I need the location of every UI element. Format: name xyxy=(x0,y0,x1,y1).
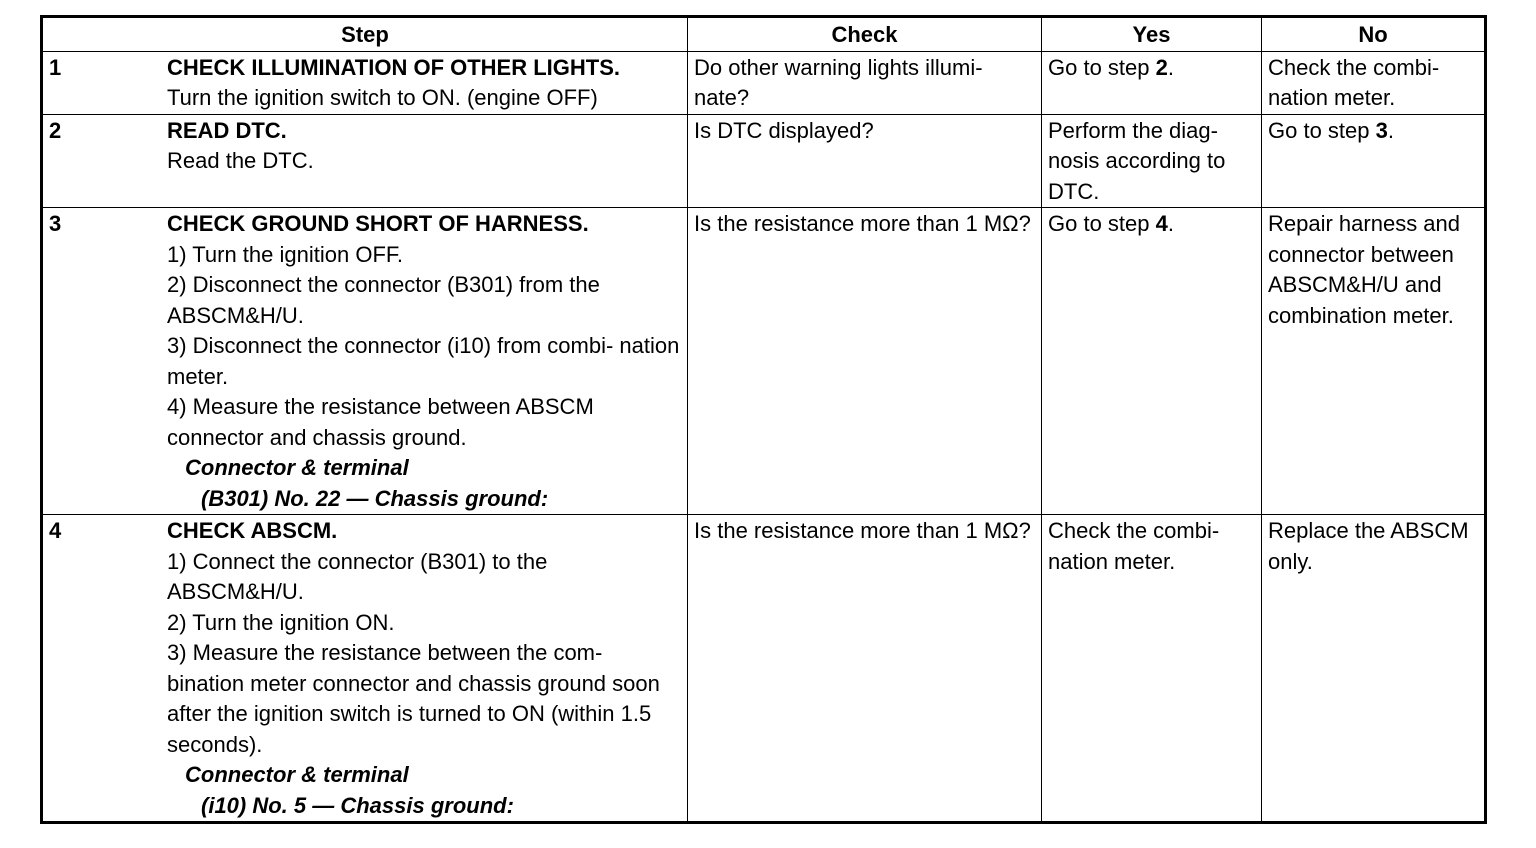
step-instruction: 2) Turn the ignition ON. xyxy=(167,609,395,635)
connector-label: Connector & terminal xyxy=(185,762,409,787)
step-title: READ DTC. xyxy=(167,117,287,143)
step-instruction: 3) Disconnect the connector (i10) from combi- nation meter. xyxy=(167,333,680,389)
header-check: Check xyxy=(688,17,1042,52)
step-instruction: 2) Disconnect the connector (B301) from the ABSCM&H/U. xyxy=(167,272,600,328)
step-instruction: 1) Turn the ignition OFF. xyxy=(167,241,403,267)
table-row xyxy=(42,208,1486,515)
yes-end: . xyxy=(1167,54,1175,80)
step-cell xyxy=(42,51,688,114)
step-cell xyxy=(42,515,688,823)
step-number: 1 xyxy=(49,54,62,80)
header-step: Step xyxy=(42,17,688,52)
step-number: 4 xyxy=(49,518,62,543)
step-title: CHECK ILLUMINATION OF OTHER LIGHTS. xyxy=(167,54,621,80)
header-row xyxy=(42,17,1486,52)
connector-terminal: (i10) No. 5 — Chassis ground: xyxy=(201,792,514,818)
check-cell: Is DTC displayed? xyxy=(688,114,1042,208)
no-cell xyxy=(1262,114,1486,208)
yes-cell: Perform the diag- nosis according to DTC. xyxy=(1042,114,1262,208)
step-title: CHECK ABSCM. xyxy=(167,518,338,543)
no-text: Go to step xyxy=(1268,117,1370,143)
table-row xyxy=(42,515,1486,823)
yes-end: . xyxy=(1167,211,1175,236)
header-yes: Yes xyxy=(1042,17,1262,52)
check-cell: Is the resistance more than 1 MΩ? xyxy=(688,208,1042,515)
yes-text: Go to step xyxy=(1048,211,1150,236)
table-row xyxy=(42,51,1486,114)
yes-step-ref: 2 xyxy=(1155,54,1168,80)
no-end: . xyxy=(1387,117,1395,143)
check-cell: Do other warning lights illumi- nate? xyxy=(688,51,1042,114)
yes-cell: Check the combi- nation meter. xyxy=(1042,515,1262,823)
step-instruction: Turn the ignition switch to ON. (engine OFF) xyxy=(167,85,598,110)
yes-cell xyxy=(1042,208,1262,515)
step-number: 3 xyxy=(49,211,62,236)
no-step-ref: 3 xyxy=(1375,117,1388,143)
step-cell xyxy=(42,208,688,515)
yes-cell xyxy=(1042,51,1262,114)
step-instruction: Read the DTC. xyxy=(167,148,314,173)
step-cell xyxy=(42,114,688,208)
step-instructions xyxy=(49,240,681,271)
no-cell: Check the combi- nation meter. xyxy=(1262,51,1486,114)
step-instruction: 3) Measure the resistance between the com- bination meter connector and chassis ground soon after the ignition switch is turned to ON (within 1.5 seconds). xyxy=(167,640,660,757)
diagnostic-table xyxy=(40,15,1487,824)
step-number: 2 xyxy=(49,117,62,143)
connector-terminal: (B301) No. 22 — Chassis ground: xyxy=(201,485,549,511)
no-cell: Repair harness and connector between ABSCM&H/U and combination meter. xyxy=(1262,208,1486,515)
header-no: No xyxy=(1262,17,1486,52)
step-instruction: 1) Connect the connector (B301) to the ABSCM&H/U. xyxy=(167,548,548,604)
no-cell: Replace the ABSCM only. xyxy=(1262,515,1486,823)
connector-label: Connector & terminal xyxy=(185,455,409,480)
step-title: CHECK GROUND SHORT OF HARNESS. xyxy=(167,211,589,236)
table-row xyxy=(42,114,1486,208)
yes-step-ref: 4 xyxy=(1155,211,1168,236)
step-instruction: 4) Measure the resistance between ABSCM connector and chassis ground. xyxy=(167,394,594,450)
yes-text: Go to step xyxy=(1048,54,1150,80)
check-cell: Is the resistance more than 1 MΩ? xyxy=(688,515,1042,823)
